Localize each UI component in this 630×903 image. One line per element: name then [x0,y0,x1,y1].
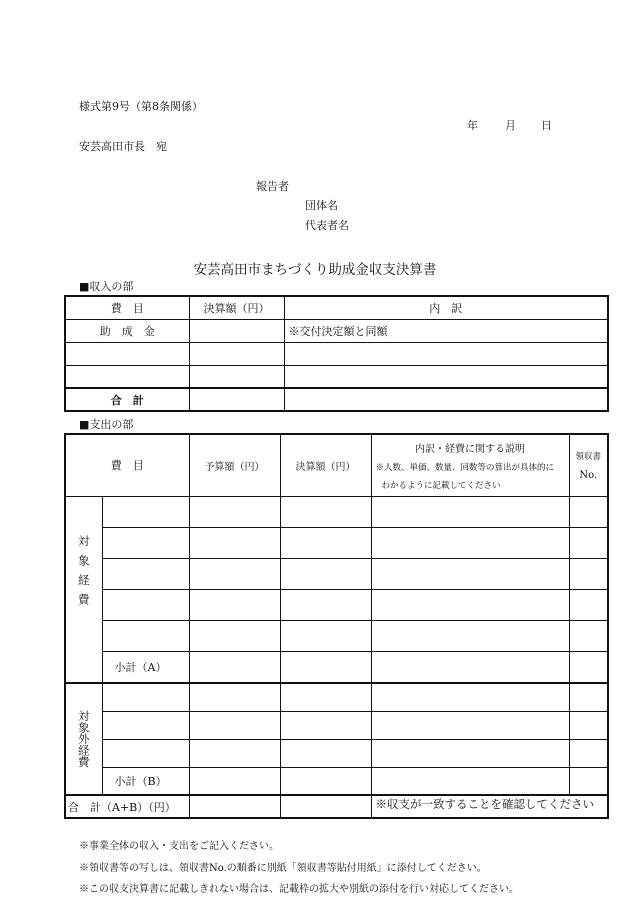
non-target-expense-label: 対象外経費 [76,710,91,768]
income-cell-amount[interactable] [189,319,284,342]
subtotal-b-row [65,767,608,795]
non-target-cell-settlement[interactable] [280,683,371,711]
footnote-3: ※この収支決算書に記載しきれない場合は、記載枠の拡大や別紙の添付を行い対応してください。 [79,884,519,895]
date-month-label: 月 [505,119,516,132]
non-target-row [65,683,608,711]
income-total-label: 合 計 [65,388,189,411]
subtotal-b-budget[interactable] [189,767,280,795]
income-cell-amount[interactable] [189,365,284,388]
expense-section-label: ■支出の部 [79,418,134,431]
expense-total-row [65,795,608,818]
income-cell-detail[interactable]: ※交付決定額と同額 [284,319,608,342]
non-target-row [65,739,608,767]
income-col-detail: 内 訳 [284,296,608,319]
representative-label: 代表者名 [305,219,349,232]
income-cell-amount[interactable] [189,342,284,365]
non-target-cell-item[interactable] [102,711,189,739]
form-number: 様式第9号（第8条関係） [79,100,203,113]
subtotal-a-label: 小計（A） [102,651,189,683]
non-target-cell-detail[interactable] [371,711,569,739]
expense-col-budget: 予算額（円） [189,434,280,496]
target-cell-detail[interactable] [371,496,569,527]
expense-total-budget[interactable] [189,795,280,818]
income-row-grant [65,319,608,342]
target-cell-budget[interactable] [189,558,280,589]
non-target-cell-receipt[interactable] [569,739,608,767]
date-year-label: 年 [467,119,478,132]
detail-note-1: ※人数、単価、数量、回数等の算出が具体的に [375,462,555,473]
subtotal-b-settlement[interactable] [280,767,371,795]
subtotal-a-row [65,651,608,683]
income-cell-detail[interactable] [284,365,608,388]
subtotal-a-budget[interactable] [189,651,280,683]
non-target-cell-item[interactable] [102,683,189,711]
target-cell-detail[interactable] [371,558,569,589]
reporter-label: 報告者 [256,180,289,193]
income-cell-detail[interactable] [284,342,608,365]
target-row [65,496,608,527]
document-title: 安芸高田市まちづくり助成金収支決算書 [193,262,437,278]
target-cell-settlement[interactable] [280,496,371,527]
target-cell-settlement[interactable] [280,589,371,620]
non-target-expense-label-cell [65,683,102,795]
target-cell-budget[interactable] [189,589,280,620]
income-total-detail[interactable] [284,388,608,411]
detail-title: 内訳・経費に関する説明 [415,443,525,455]
income-table [64,295,609,412]
target-cell-receipt[interactable] [569,496,608,527]
target-cell-detail[interactable] [371,620,569,651]
income-cell-item[interactable] [65,365,189,388]
target-cell-receipt[interactable] [569,620,608,651]
non-target-cell-detail[interactable] [371,739,569,767]
target-row [65,620,608,651]
confirm-note: ※収支が一致することを確認してください [375,797,594,811]
receipt-label: 領収書 [575,451,601,462]
non-target-cell-budget[interactable] [189,739,280,767]
non-target-cell-budget[interactable] [189,711,280,739]
target-cell-budget[interactable] [189,496,280,527]
expense-col-settlement: 決算額（円） [280,434,371,496]
subtotal-b-detail[interactable] [371,767,569,795]
non-target-cell-receipt[interactable] [569,683,608,711]
subtotal-a-receipt[interactable] [569,651,608,683]
expense-table [64,433,609,819]
target-cell-settlement[interactable] [280,527,371,558]
subtotal-b-receipt[interactable] [569,767,608,795]
org-name-label: 団体名 [305,199,338,212]
target-expense-label: 対象経費 [76,535,91,614]
income-total-amount[interactable] [189,388,284,411]
target-cell-settlement[interactable] [280,558,371,589]
non-target-cell-settlement[interactable] [280,711,371,739]
target-row [65,527,608,558]
non-target-cell-item[interactable] [102,739,189,767]
expense-total-settlement[interactable] [280,795,371,818]
target-expense-label-cell [65,496,102,683]
income-header-row [65,296,608,319]
date-day-label: 日 [541,119,552,132]
income-cell-item[interactable] [65,342,189,365]
target-cell-receipt[interactable] [569,558,608,589]
expense-total-label: 合 計（A+B）（円） [65,795,189,818]
income-cell-item: 助 成 金 [65,319,189,342]
income-total-row [65,388,608,411]
target-cell-item[interactable] [102,620,189,651]
non-target-row [65,711,608,739]
non-target-cell-settlement[interactable] [280,739,371,767]
expense-col-receipt [569,434,608,496]
non-target-cell-detail[interactable] [371,683,569,711]
target-cell-item[interactable] [102,558,189,589]
income-section-label: ■収入の部 [79,280,134,293]
target-cell-item[interactable] [102,589,189,620]
income-row [65,365,608,388]
subtotal-a-settlement[interactable] [280,651,371,683]
subtotal-b-label: 小計（B） [102,767,189,795]
non-target-cell-receipt[interactable] [569,711,608,739]
target-cell-detail[interactable] [371,527,569,558]
receipt-no-label: No. [579,469,598,481]
target-cell-budget[interactable] [189,527,280,558]
income-col-amount: 決算額（円） [189,296,284,319]
target-row [65,589,608,620]
footnote-2: ※領収書等の写しは、領収書No.の順番に別紙「領収書等貼付用紙」に添付してください。 [79,863,487,874]
footnote-1: ※事業全体の収入・支出をご記入ください。 [79,841,279,852]
income-row [65,342,608,365]
target-cell-budget[interactable] [189,620,280,651]
target-cell-receipt[interactable] [569,589,608,620]
non-target-cell-budget[interactable] [189,683,280,711]
subtotal-a-detail[interactable] [371,651,569,683]
target-cell-settlement[interactable] [280,620,371,651]
expense-header-row [65,434,608,496]
target-cell-item[interactable] [102,527,189,558]
target-cell-detail[interactable] [371,589,569,620]
expense-col-detail [371,434,569,496]
expense-col-item: 費 目 [65,434,189,496]
addressee: 安芸高田市長 宛 [79,140,167,153]
target-row [65,558,608,589]
target-cell-receipt[interactable] [569,527,608,558]
target-cell-item[interactable] [102,496,189,527]
detail-note-2: わかるように記載してください [381,480,501,491]
income-col-item: 費 目 [65,296,189,319]
